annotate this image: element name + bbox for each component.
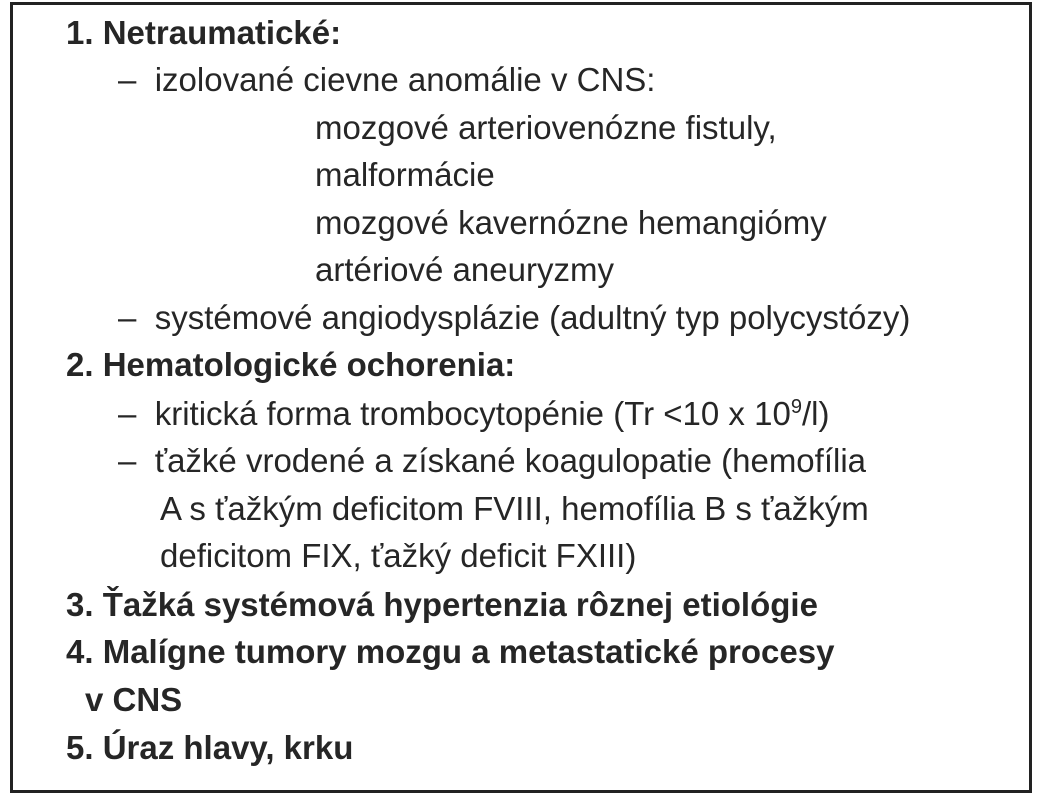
item-1-sub-1: – izolované cievne anomálie v CNS: bbox=[118, 61, 656, 98]
item-1-heading bbox=[66, 10, 341, 56]
item-2-number: 2. bbox=[66, 346, 94, 383]
item-2-sub-2: – ťažké vrodené a získané koagulopatie (hemofília bbox=[118, 442, 867, 479]
dash: – bbox=[118, 299, 137, 336]
item-2-heading bbox=[66, 342, 515, 388]
dash: – bbox=[118, 442, 137, 479]
item-3-number: 3. bbox=[66, 586, 94, 623]
item-1-title: Netraumatické: bbox=[102, 14, 342, 51]
item-1-sub-1-detail: artériové aneuryzmy bbox=[315, 251, 614, 288]
item-5-heading bbox=[66, 725, 353, 771]
item-1-sub-2: – systémové angiodysplázie (adultný typ polycystózy) bbox=[118, 299, 911, 336]
item-1-number: 1. bbox=[66, 14, 94, 51]
document-box bbox=[10, 2, 1032, 793]
item-1-sub-1-detail: mozgové kavernózne hemangiómy bbox=[315, 204, 827, 241]
item-1-sub-1-detail: malformácie bbox=[315, 156, 495, 193]
item-3-title: Ťažká systémová hypertenzia rôznej etiológie bbox=[102, 586, 818, 623]
item-4-heading bbox=[66, 629, 834, 675]
item-2-title: Hematologické ochorenia: bbox=[102, 346, 516, 383]
item-1-sub-1-detail: mozgové arteriovenózne fistuly, bbox=[315, 109, 777, 146]
item-4-title-cont: v CNS bbox=[85, 681, 183, 718]
item-2-sub-1: – kritická forma trombocytopénie (Tr <10 x $10^9/l$) bbox=[118, 395, 830, 432]
dash: – bbox=[118, 61, 137, 98]
item-4-number: 4. bbox=[66, 633, 94, 670]
item-3-heading bbox=[66, 582, 818, 628]
dash: – bbox=[118, 395, 137, 432]
superscript: 9 bbox=[790, 396, 802, 418]
item-5-number: 5. bbox=[66, 729, 94, 766]
item-2-sub-2-cont: A s ťažkým deficitom FVIII, hemofília B s ťažkým bbox=[160, 490, 869, 527]
item-4-title: Malígne tumory mozgu a metastatické procesy bbox=[102, 633, 835, 670]
item-2-sub-2-cont: deficitom FIX, ťažký deficit FXIII) bbox=[160, 537, 637, 574]
item-5-title: Úraz hlavy, krku bbox=[102, 729, 354, 766]
